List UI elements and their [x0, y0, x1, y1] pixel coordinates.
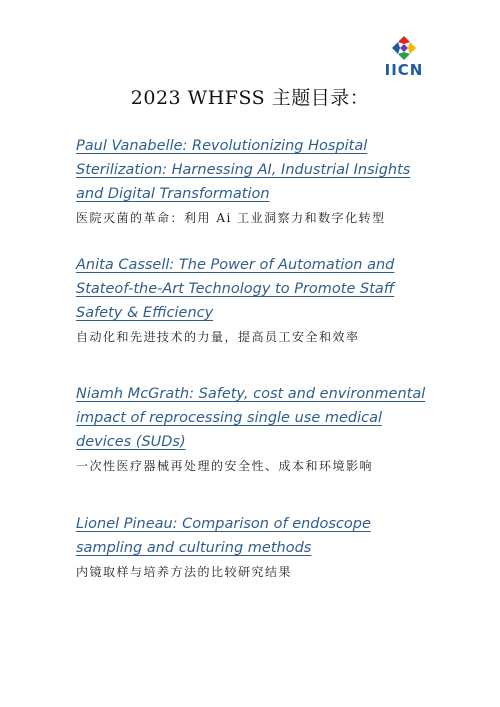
logo-wordmark: IICN: [384, 61, 424, 79]
page-title: 2023 WHFSS 主题目录：: [130, 87, 370, 109]
topic-chinese-title: 自动化和先进技术的力量，提高员工安全和效率: [76, 330, 360, 344]
iicn-logo: [376, 34, 432, 78]
topic-entry: [76, 253, 431, 347]
topic-entry: [76, 512, 431, 582]
logo-mark-icon: [390, 34, 418, 62]
topic-chinese-title: 一次性医疗器械再处理的安全性、成本和环境影响: [76, 459, 374, 473]
topic-entry: [76, 134, 431, 228]
topic-link[interactable]: Niamh McGrath: Safety, cost and environmental impact of reprocessing single use medical devices (SUDs): [76, 386, 426, 450]
topic-link[interactable]: Anita Cassell: The Power of Automation and Stateof-the-Art Technology to Promote Staff Safety & Efficiency: [76, 257, 395, 321]
topic-link[interactable]: Lionel Pineau: Comparison of endoscope sampling and culturing methods: [76, 516, 371, 556]
topic-chinese-title: 内镜取样与培养方法的比较研究结果: [76, 565, 293, 579]
topic-chinese-title: 医院灭菌的革命：利用 Ai 工业洞察力和数字化转型: [76, 211, 386, 225]
topic-entry: [76, 382, 431, 476]
topic-link[interactable]: Paul Vanabelle: Revolutionizing Hospital Sterilization: Harnessing AI, Industrial Insights and Digital Transformation: [76, 138, 411, 202]
